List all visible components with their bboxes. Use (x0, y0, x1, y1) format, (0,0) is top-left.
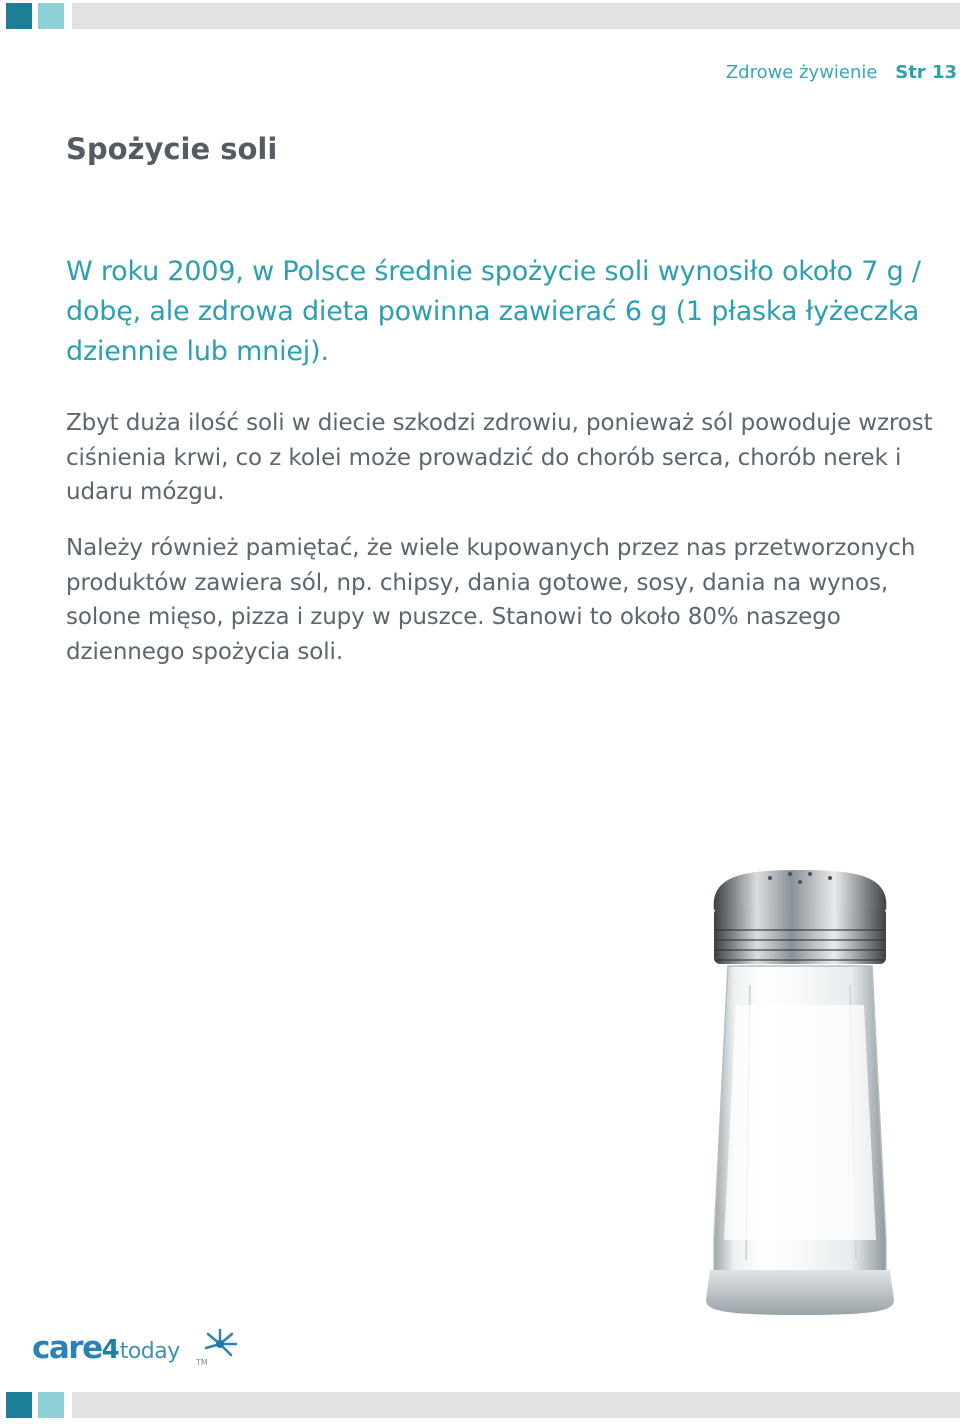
top-decor-bar (0, 3, 960, 31)
logo-today-text: today (119, 1339, 180, 1364)
running-header (726, 62, 957, 83)
logo-four-text: 4 (101, 1335, 120, 1365)
bottom-light-square (38, 1392, 64, 1418)
top-light-square (38, 3, 64, 29)
bottom-dark-square (6, 1392, 32, 1418)
logo-care-text: care (32, 1330, 102, 1366)
lead-paragraph: W roku 2009, w Polsce średnie spożycie soli wynosiło około 7 g / dobę, ale zdrowa dieta powinna zawierać 6 g (1 płaska łyżeczka dziennie lub mniej). (66, 256, 921, 367)
logo-burst-icon (200, 1326, 240, 1362)
care4today-logo (32, 1322, 222, 1382)
section-name: Zdrowe żywienie (725, 62, 878, 83)
salt-shaker-image (650, 770, 960, 1390)
page-number: Str 13 (895, 62, 957, 83)
bottom-decor-bar (0, 1392, 960, 1420)
body-paragraph-1: Zbyt duża ilość soli w diecie szkodzi zdrowiu, ponieważ sól powoduje wzrost ciśnienia krwi, co z kolei może prowadzić do chorób serca, chorób nerek i udaru mózgu. (66, 410, 933, 505)
body-paragraph-2: Należy również pamiętać, że wiele kupowanych przez nas przetworzonych produktów zawiera sól, np. chipsy, dania gotowe, sosy, dania na wynos, solone mięso, pizza i zupy w puszce. Stanowi to około 80% naszego dziennego spożycia soli. (66, 535, 916, 665)
logo-trademark: TM (196, 1358, 208, 1367)
top-grey-strip (72, 3, 960, 29)
page-title: Spożycie soli (66, 132, 278, 166)
top-dark-square (6, 3, 32, 29)
bottom-grey-strip (72, 1392, 960, 1418)
